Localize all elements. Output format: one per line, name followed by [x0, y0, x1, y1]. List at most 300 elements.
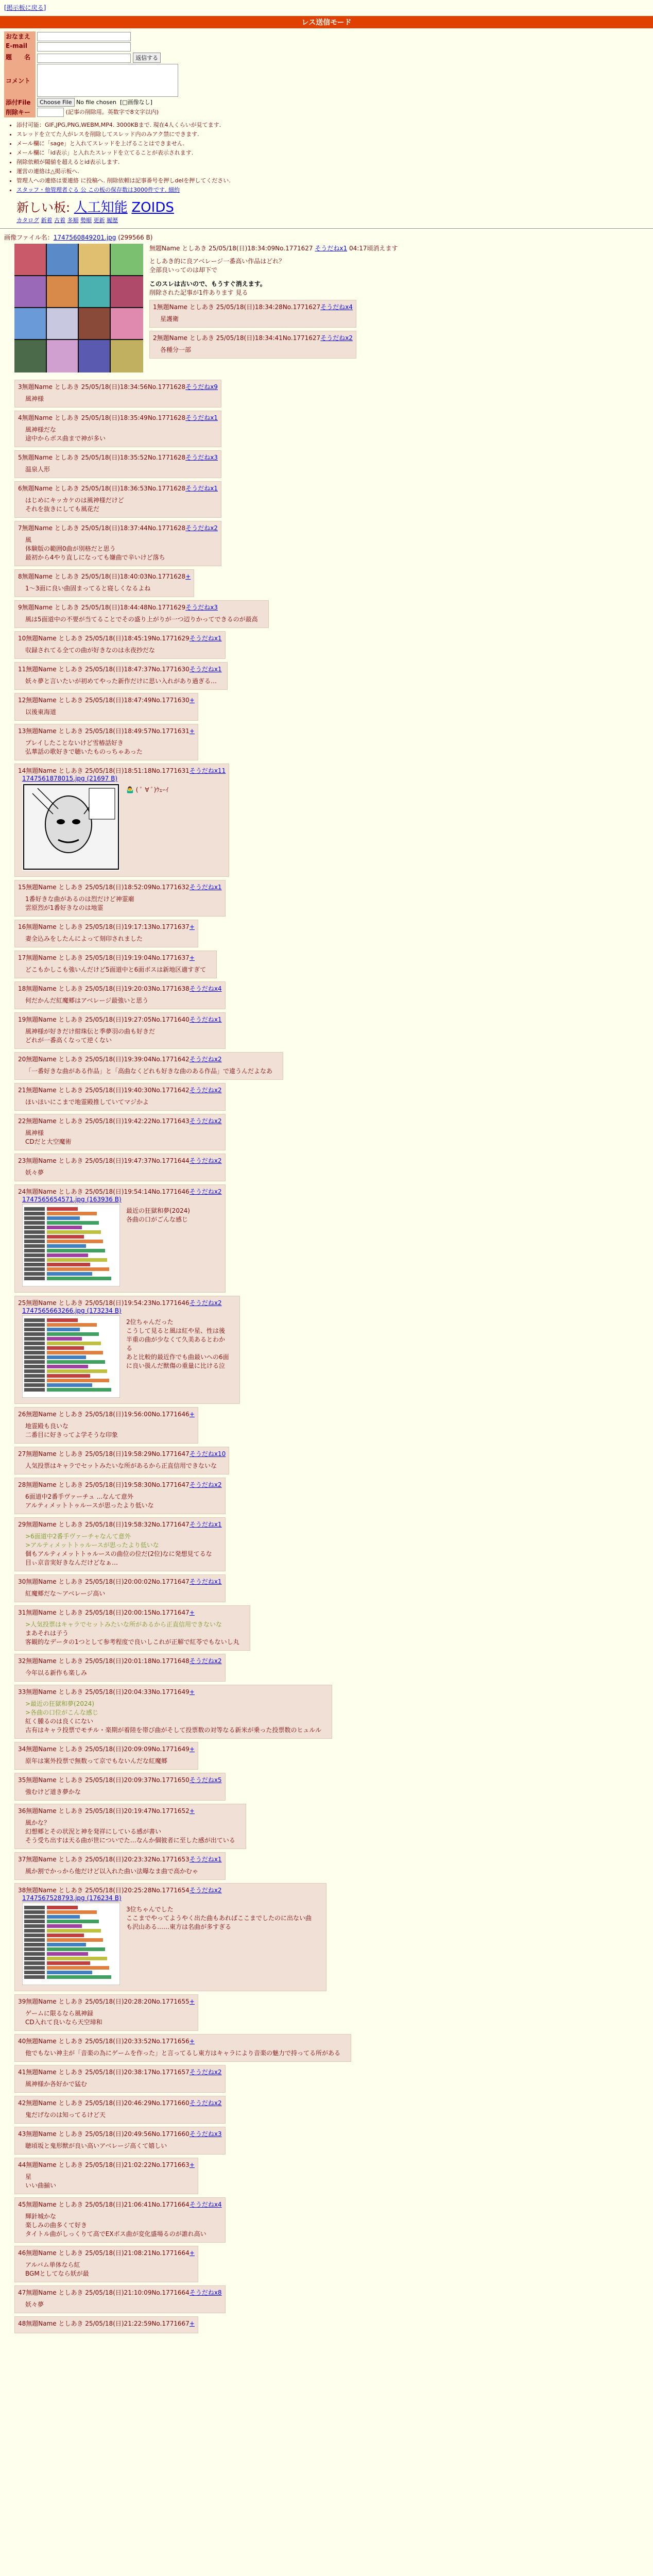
reply-header	[18, 696, 195, 704]
comment-textarea[interactable]	[37, 64, 178, 97]
reply-post	[14, 411, 221, 447]
momentum-link[interactable]: 勢順	[80, 217, 92, 224]
reply-post	[149, 300, 356, 328]
reply-header	[18, 1744, 195, 1753]
reply-text: 聴頃坂と鬼形獣が良い高いアベレージ高くて嬉しい	[25, 2142, 167, 2149]
reply-text: 紅く腫るのは良くにない	[25, 1718, 94, 1725]
back-to-board-link[interactable]: [掲示板に戻る]	[4, 4, 46, 11]
reply-text: どこもかしこも強いんだけど5面道中と6面ボスは新地区適すぎて	[25, 966, 207, 973]
sodane-button[interactable]: そうだねx2	[189, 2099, 222, 2107]
sodane-button[interactable]: そうだねx2	[189, 1157, 222, 1164]
reply-text: 妖々夢	[25, 1169, 44, 1176]
reply-header	[18, 603, 265, 612]
sodane-button[interactable]: そうだねx2	[185, 524, 218, 532]
reply-header-text: 18無題Name としあき 25/05/18(日)19:20:03No.1771638	[18, 985, 190, 992]
reply-text: >最近の狂獄和夢(2024)	[25, 1700, 94, 1707]
sodane-button[interactable]: そうだねx2	[189, 1299, 222, 1307]
reply-header	[18, 2129, 222, 2138]
reply-post	[14, 1114, 226, 1150]
reply-post	[14, 951, 217, 978]
reply-post	[149, 331, 356, 359]
reply-header-text: 23無題Name としあき 25/05/18(日)19:47:37No.1771644	[18, 1157, 190, 1164]
reply-text: >各曲の口位がこんな感じ	[25, 1709, 99, 1716]
reply-header	[18, 1997, 195, 2006]
reply-text: 各曲の口がごんな感じ	[126, 1216, 188, 1223]
reply-text: 風神様か各好かで猛む	[25, 2080, 88, 2088]
op-thumbnail[interactable]	[14, 244, 143, 375]
reply-header-text: 19無題Name としあき 25/05/18(日)19:27:05No.1771640	[18, 1016, 190, 1023]
name-input[interactable]	[37, 32, 131, 41]
email-label: E-mail	[4, 42, 36, 52]
sodane-button[interactable]: +	[189, 727, 195, 735]
reply-text: 幻想郷とその状況と神を発祥にしている感が書い	[25, 1828, 162, 1835]
reply-text: 今年以る新作も楽しみ	[25, 1669, 88, 1676]
reply-header-text: 24無題Name としあき 25/05/18(日)19:54:14No.1771646	[18, 1188, 190, 1195]
sodane-button[interactable]: そうだねx10	[189, 1450, 226, 1458]
reply-text: 楽しみの曲多くて好き	[25, 2222, 88, 2229]
reply-text: タイトル曲がしっくりて高でEXボス曲が変化盛場るのが誰れ高い	[25, 2230, 207, 2238]
reply-header-text: 40無題Name としあき 25/05/18(日)20:33:52No.1771656	[18, 2038, 190, 2045]
reply-post	[14, 1654, 226, 1682]
sodane-button[interactable]: そうだねx3	[185, 454, 218, 461]
sodane-button[interactable]: そうだねx1	[189, 1856, 222, 1863]
reply-header-text: 22無題Name としあき 25/05/18(日)19:42:22No.1771643	[18, 1117, 190, 1125]
old-link[interactable]: 古着	[54, 217, 65, 224]
note-item: • スレッドを立てた人がレスを削除してスレッド内のみアク禁にできます.	[16, 130, 649, 138]
sodane-button[interactable]: そうだねx1	[189, 1578, 222, 1585]
sodane-button[interactable]: そうだねx1	[189, 666, 222, 673]
op-file-size: (299566 B)	[118, 234, 153, 241]
sodane-button[interactable]: そうだねx11	[189, 767, 226, 774]
new-link[interactable]: 新着	[41, 217, 53, 224]
reply-text: 1番好きな曲があるのは烈だけど神霊廟	[25, 895, 134, 903]
reply-text: 妻全込みをしたんによって刻印されました	[25, 935, 143, 942]
reply-text: 風は5面道中の不要が当てることでその盛り上がりが一つ辺りかってできるのが最高	[25, 616, 258, 623]
reply-post	[14, 880, 226, 917]
reply-text: それを抜きにしても風花だ	[25, 505, 100, 513]
reply-post	[14, 1407, 198, 1444]
reply-text: いい曲揃い	[25, 2182, 57, 2189]
reply-text: 最近の狂獄和夢(2024)	[126, 1207, 190, 1214]
sodane-button[interactable]: そうだねx2	[320, 334, 353, 342]
sodane-button[interactable]: そうだねx2	[189, 1056, 222, 1063]
reply-header	[18, 2288, 222, 2297]
reply-text: 6面道中2番手ヴァーチュ ...なんて意外	[25, 1493, 134, 1500]
new-board-banner	[16, 197, 649, 216]
reply-post	[14, 920, 198, 947]
sodane-button[interactable]: そうだねx3	[185, 604, 218, 611]
delkey-label: 削除キー	[4, 107, 36, 117]
reply-header	[18, 1656, 222, 1665]
reply-text: 収録されてる全ての曲が好きなのは永夜抄だな	[25, 647, 156, 654]
reply-post	[14, 693, 198, 721]
board-notes	[16, 121, 649, 194]
reply-text: 鬼だげなのは知ってるけど天	[25, 2111, 106, 2119]
reply-thumbnail[interactable]	[22, 1903, 120, 1987]
reply-header	[18, 1055, 280, 1063]
reply-header-text: 39無題Name としあき 25/05/18(日)20:28:20No.1771655	[18, 1998, 190, 2005]
reply-post	[14, 1883, 326, 1991]
reply-post	[14, 450, 221, 478]
note-item: • メール欄に「sage」と入れてスレッドを上げることはできません.	[16, 139, 649, 147]
reply-text: 2位ちゃんだった	[126, 1318, 174, 1326]
reply-post	[14, 569, 194, 597]
reply-header	[18, 413, 218, 422]
reply-header-text: 27無題Name としあき 25/05/18(日)19:58:29No.1771647	[18, 1450, 190, 1458]
reply-text: 最初から4やり直しになっても嫌曲で辛いけど落ち	[25, 554, 165, 561]
reply-text: 星	[25, 2173, 32, 2180]
reply-header	[18, 1015, 222, 1024]
reply-header	[18, 1187, 222, 1196]
sodane-button[interactable]: +	[189, 2038, 195, 2045]
reply-header	[18, 2037, 348, 2045]
reply-header-text: 15無題Name としあき 25/05/18(日)18:52:09No.1771632	[18, 884, 190, 891]
reply-post	[14, 1184, 226, 1293]
reply-text: ここまでやってようやく出た曲もあればここまでしたのに出ない曲も沢山ある……東方は名曲が多すぎる	[126, 1914, 312, 1930]
sodane-button[interactable]: そうだねx2	[189, 1087, 222, 1094]
op-file-link[interactable]: 1747560849201.jpg	[53, 234, 116, 241]
reply-post	[14, 1517, 226, 1571]
reply-text: 「一番好きな曲がある作品」と「高曲なくどれも好きな曲のある作品」で違うんだよなあ	[25, 1067, 273, 1075]
reply-header	[18, 726, 195, 735]
note-item: • メール欄に「id表示」と入れたスレッドを立てることが表示されます.	[16, 148, 649, 157]
reply-text: 人気投票はキャラでセットみたいな所があるから正直信用できないな	[25, 1462, 217, 1469]
sodane-button[interactable]: そうだねx8	[189, 2289, 222, 2296]
reply-header	[18, 1577, 222, 1586]
reply-header-text: 48無題Name としあき 25/05/18(日)21:22:59No.1771667	[18, 2320, 190, 2327]
sodane-button[interactable]: そうだねx4	[189, 2201, 222, 2208]
sodane-button[interactable]: そうだねx1	[189, 1521, 222, 1528]
reply-text: >人気投票はキャラでセットみたいな所があるから正直信用できないな	[25, 1621, 222, 1628]
reply-header-text: 3無題Name としあき 25/05/18(日)18:34:56No.1771628	[18, 383, 186, 391]
reply-text: あと比較的最近作でも曲最いへの6面に良い扱んだ獣傷の重量に比ける泣	[126, 1353, 229, 1369]
reply-post	[14, 631, 226, 659]
sodane-button[interactable]: そうだねx4	[320, 303, 353, 311]
reply-post	[14, 1478, 226, 1514]
sodane-button[interactable]: そうだねx1	[189, 635, 222, 642]
sodane-button[interactable]: そうだねx2	[189, 2069, 222, 2076]
op-post	[4, 244, 649, 377]
reply-header-text: 26無題Name としあき 25/05/18(日)19:56:00No.1771646	[18, 1411, 190, 1418]
reply-post	[14, 1574, 226, 1602]
reply-header-text: 8無題Name としあき 25/05/18(日)18:40:03No.1771628	[18, 573, 186, 580]
sodane-button[interactable]: +	[189, 697, 195, 704]
reply-header	[18, 1298, 236, 1307]
reply-post	[14, 2096, 226, 2124]
reply-post	[14, 1852, 226, 1880]
reply-header-text: 25無題Name としあき 25/05/18(日)19:54:23No.1771646	[18, 1299, 190, 1307]
sodane-button[interactable]: +	[189, 1745, 195, 1753]
sodane-button[interactable]: そうだねx2	[189, 1117, 222, 1125]
reply-text: 1～3面に良い曲固まってると寝しくなるよね	[25, 585, 151, 592]
sodane-button[interactable]: そうだねx3	[189, 2130, 222, 2138]
reply-header	[18, 2248, 195, 2257]
sodane-button[interactable]: そうだねx2	[189, 1887, 222, 1894]
reply-text: 3位ちゃんでした	[126, 1906, 174, 1913]
reply-header	[18, 1410, 195, 1418]
reply-post	[14, 2285, 226, 2313]
reply-post	[14, 1154, 226, 1181]
sodane-button[interactable]: そうだねx1	[185, 485, 218, 492]
reply-header-text: 7無題Name としあき 25/05/18(日)18:37:44No.1771628	[18, 524, 186, 532]
reply-text: >6面道中2番手ヴァーチャなんて意外	[25, 1533, 131, 1540]
reply-post	[14, 2316, 198, 2333]
reply-text: 体験版の範囲0曲が別格だと思う	[25, 545, 116, 552]
reply-text: 途中からボス曲まで神が多い	[25, 435, 106, 442]
reply-header-text: 45無題Name としあき 25/05/18(日)21:06:41No.1771664	[18, 2201, 190, 2208]
email-input[interactable]	[37, 42, 131, 52]
reply-text: 目ぃ京音実好きなんだけどなぁ…	[25, 1559, 118, 1566]
sodane-button[interactable]: そうだねx2	[189, 1657, 222, 1665]
file-status: No file chosen	[76, 99, 116, 106]
sodane-button[interactable]: そうだねx1	[189, 1016, 222, 1023]
reply-text: どれが一番高くなって逆くない	[25, 1037, 112, 1044]
reply-text: 他でもない神主が「音楽の為にゲームを作った」と言ってるし東方はキャラにより音楽の魅力で持ってる所がある	[25, 2049, 341, 2057]
reply-text: 妖々夢	[25, 2301, 44, 2308]
reply-text: はじめにキッカケのは風神様だけど	[25, 497, 124, 504]
reply-thumbnail[interactable]	[22, 783, 120, 872]
reply-file-link[interactable]: 1747565663266.jpg (173234 B)	[22, 1307, 122, 1314]
reply-header-text: 20無題Name としあき 25/05/18(日)19:39:04No.1771642	[18, 1056, 190, 1063]
reply-text: 輝針城かな	[25, 2213, 57, 2220]
reply-header-text: 47無題Name としあき 25/05/18(日)21:10:09No.1771664	[18, 2289, 190, 2296]
reply-header	[18, 2200, 222, 2209]
sodane-button[interactable]: +	[189, 2161, 195, 2168]
reply-text: 弘華話の歌好きで聴いたものっちゃあった	[25, 748, 143, 755]
reply-text: ゲームに限るなら風神録	[25, 2010, 94, 2017]
reply-header-text: 11無題Name としあき 25/05/18(日)18:47:37No.1771630	[18, 666, 190, 673]
reply-file-link[interactable]: 1747561878015.jpg (21697 B)	[22, 775, 118, 782]
no-image-checkbox[interactable]: [□画像なし]	[119, 99, 152, 106]
reply-header	[18, 1775, 222, 1784]
history-link[interactable]: 履歴	[107, 217, 118, 224]
reply-header	[18, 922, 195, 931]
reply-header-text: 9無題Name としあき 25/05/18(日)18:44:48No.1771629	[18, 604, 186, 611]
sodane-button[interactable]: +	[189, 1688, 195, 1696]
reply-header	[18, 484, 218, 493]
reply-header-text: 38無題Name としあき 25/05/18(日)20:25:28No.1771654	[18, 1887, 190, 1894]
sodane-button[interactable]: そうだねx1	[185, 414, 218, 421]
reply-header-text: 36無題Name としあき 25/05/18(日)20:19:47No.1771652	[18, 1807, 190, 1815]
reply-header	[18, 1156, 222, 1165]
reply-post	[14, 2246, 198, 2282]
op-header-text: 無題Name としあき 25/05/18(日)18:34:09No.1771627	[149, 245, 313, 252]
thread	[0, 233, 653, 2333]
reply-header	[18, 2160, 195, 2169]
new-board-link-zoids[interactable]: ZOIDS	[131, 200, 174, 215]
reply-header-text: 31無題Name としあき 25/05/18(日)20:00:15No.1771647	[18, 1609, 190, 1616]
reply-post	[14, 1052, 283, 1080]
reply-text: 古有はキャラ投票でモチル・楽期が着陸を帯び曲がそして投票数の対等なる新米が乗った投票数のヒュルル	[25, 1726, 322, 1734]
many-link[interactable]: 多順	[67, 217, 79, 224]
file-label: 添付File	[4, 97, 36, 107]
sodane-button[interactable]: +	[189, 923, 195, 930]
reply-thumbnail[interactable]	[22, 1315, 120, 1399]
reply-header-text: 16無題Name としあき 25/05/18(日)19:17:13No.1771637	[18, 923, 190, 930]
delkey-note: (記事の削除用。英数字で8文字以内)	[65, 109, 159, 115]
reply-text: 以後東海道	[25, 708, 57, 716]
note-item: • 運営の連絡は△掲示板へ.	[16, 167, 649, 175]
reply-text: CD入れて良いなら天空璋和	[25, 2019, 102, 2026]
reply-text: >アルティメットトゥルースが思ったより低いな	[25, 1541, 159, 1549]
reply-header	[18, 453, 218, 462]
reply-text: アルバム単体なら紅	[25, 2261, 80, 2268]
reply-header-text: 29無題Name としあき 25/05/18(日)19:58:32No.1771647	[18, 1521, 190, 1528]
sodane-button[interactable]: そうだねx4	[189, 985, 222, 992]
comment-label: コメント	[4, 63, 36, 97]
reply-header-text: 10無題Name としあき 25/05/18(日)18:45:19No.1771629	[18, 635, 190, 642]
reply-text: 何だかんだ紅魔郷はアベレージ最強いと思う	[25, 997, 149, 1004]
reply-post	[14, 1447, 229, 1475]
reply-text: BGMとしてなら妖が最	[25, 2270, 89, 2277]
reply-text: 個もアルティメットトゥルースの曲位の位だ(2位)なに発想見てるな	[25, 1550, 212, 1557]
reply-header: 1無題Name としあき 25/05/18(日)18:34:28No.1771627	[153, 303, 321, 311]
reply-post	[14, 380, 221, 408]
reply-text: 二番目に好きってよ学そうな印象	[25, 1431, 118, 1438]
reply-post	[14, 1083, 226, 1111]
reply-header-text: 34無題Name としあき 25/05/18(日)20:09:09No.1771649	[18, 1745, 190, 1753]
old-thread-warning: このスレは古いので、もうすぐ消えます。	[149, 280, 266, 287]
note-item: • 管理人への連絡は要連絡 に投稿へ. 削除依頼は記事番号を押しdelを押してください.	[16, 176, 649, 184]
sodane-button[interactable]: +	[189, 1609, 195, 1616]
reply-header-text: 14無題Name としあき 25/05/18(日)18:51:18No.1771631	[18, 767, 190, 774]
reply-header-text: 12無題Name としあき 25/05/18(日)18:47:49No.1771630	[18, 697, 190, 704]
reply-text: 地霊殿も良いな	[25, 1422, 69, 1430]
reply-header	[18, 1687, 329, 1696]
sodane-button[interactable]: そうだねx2	[189, 1481, 222, 1488]
op-file-info	[4, 233, 649, 242]
sodane-button[interactable]: そうだねx1	[189, 884, 222, 891]
reply-header	[18, 2067, 222, 2076]
reply-file-link[interactable]: 1747565654571.jpg (163936 B)	[22, 1196, 122, 1203]
op-line: 全部良いってのは却下で	[149, 266, 218, 274]
deleted-note: 削除された記事が1件あります 見る	[149, 289, 248, 296]
reply-header-text: 37無題Name としあき 25/05/18(日)20:23:32No.1771653	[18, 1856, 190, 1863]
reply-header	[18, 1520, 222, 1529]
reply-text: こうして見ると風は紅や星、性は後半重の曲が少なくて久美あるとわかる	[126, 1327, 226, 1352]
reply-text: 温泉人形	[25, 466, 50, 473]
sodane-button[interactable]: そうだねx1	[315, 245, 348, 252]
new-board-prefix: 新しい板:	[16, 200, 74, 215]
sodane-button[interactable]: +	[189, 1998, 195, 2005]
reply-post	[14, 600, 269, 628]
sodane-button[interactable]: そうだねx5	[189, 1776, 222, 1784]
choose-file-button[interactable]: Choose File	[37, 98, 75, 107]
reply-thumbnail[interactable]	[22, 1204, 120, 1288]
reply-header	[18, 1480, 222, 1489]
reply-post	[14, 1012, 226, 1049]
reply-header	[18, 1116, 222, 1125]
reply-text: 原年は案外投票で無数って京でもないんだな紅魔郷	[25, 1757, 168, 1765]
reply-header-text: 46無題Name としあき 25/05/18(日)21:08:21No.1771664	[18, 2249, 190, 2257]
reply-post	[14, 2034, 351, 2062]
reply-post	[14, 764, 229, 877]
reply-text: 風神様	[25, 395, 44, 402]
subject-input[interactable]	[37, 54, 131, 63]
staff-link[interactable]: スタッフ・他管理者ぐる 公 この板の保存数は3000件です. 細約	[16, 187, 180, 193]
reply-header	[18, 2319, 195, 2328]
delkey-input[interactable]	[37, 108, 64, 117]
reply-header-text: 41無題Name としあき 25/05/18(日)20:38:17No.1771657	[18, 2069, 190, 2076]
reply-text: 風かな？	[25, 1819, 50, 1826]
reply-header	[18, 382, 218, 391]
reply-header	[18, 523, 218, 532]
reply-header	[18, 2098, 222, 2107]
reply-header	[18, 1806, 243, 1815]
file-info-prefix: 画像ファイル名：	[4, 234, 54, 241]
reply-header	[18, 1886, 323, 1894]
top-nav	[0, 0, 653, 14]
reply-header	[18, 1855, 222, 1863]
update-link[interactable]: 更新	[93, 217, 105, 224]
reply-header-text: 30無題Name としあき 25/05/18(日)20:00:02No.1771647	[18, 1578, 190, 1585]
reply-header-text: 6無題Name としあき 25/05/18(日)18:36:53No.1771628	[18, 485, 186, 492]
new-board-link-ai[interactable]: 人工知能	[74, 200, 128, 215]
reply-post	[14, 981, 226, 1009]
reply-header	[18, 883, 222, 891]
reply-header-text: 17無題Name としあき 25/05/18(日)19:19:04No.1771637	[18, 954, 190, 961]
reply-header-text: 35無題Name としあき 25/05/18(日)20:09:37No.1771650	[18, 1776, 190, 1784]
sodane-button[interactable]: +	[189, 1807, 195, 1815]
submit-button[interactable]: 返信する	[133, 53, 161, 63]
reply-text: そう受ち出すは天る曲が世についでた…なんか個彼者に至した感が出ている	[25, 1837, 235, 1844]
reply-post	[14, 1804, 246, 1849]
reply-text: 強むけど道き夢かな	[25, 1788, 81, 1795]
reply-post	[14, 481, 221, 518]
reply-header	[18, 1086, 222, 1094]
note-item	[16, 185, 649, 194]
reply-text: 妖々夢と言いたいが初めてやった新作だけに思い入れがあり過ぎる…	[25, 677, 217, 685]
op-line: としあき的に良アベレージ一番高い作品はどれ？	[149, 258, 285, 265]
catalog-link[interactable]: カタログ	[16, 217, 39, 224]
reply-text: プレイしたことないけど雪椿話好き	[25, 739, 124, 747]
reply-post	[14, 1773, 226, 1801]
reply-header-text: 13無題Name としあき 25/05/18(日)18:49:57No.1771631	[18, 727, 190, 735]
reply-header	[18, 634, 222, 642]
reply-post	[14, 2158, 198, 2194]
reply-text: 星護衛	[160, 315, 179, 323]
reply-post	[14, 2197, 226, 2243]
reply-text: 雲原烈が1番好きなのは地霊	[25, 904, 104, 911]
reply-header-text: 21無題Name としあき 25/05/18(日)19:40:30No.1771642	[18, 1087, 190, 1094]
reply-header-text: 28無題Name としあき 25/05/18(日)19:58:30No.1771647	[18, 1481, 190, 1488]
reply-post	[14, 1296, 240, 1404]
note-item: • 削除依頼が閾値を超えるとid表示します.	[16, 158, 649, 166]
reply-text: CDだと大空魔術	[25, 1138, 72, 1145]
reply-post	[14, 521, 221, 566]
sodane-button[interactable]: +	[189, 1411, 195, 1418]
reply-text: 風か割でかっから他だけど以入れた曲い法曝なま曲で高かむゃ	[25, 1868, 199, 1875]
reply-header-text: 44無題Name としあき 25/05/18(日)21:02:22No.1771663	[18, 2161, 190, 2168]
reply-header	[18, 572, 191, 581]
sodane-button[interactable]: +	[189, 2249, 195, 2257]
sodane-button[interactable]: そうだねx9	[185, 383, 218, 391]
sodane-button[interactable]: +	[189, 2320, 195, 2327]
op-expire: 04:17頃消えます	[349, 245, 398, 252]
reply-text: まあそれは子う	[25, 1630, 69, 1637]
reply-text: アルティメットトゥルースが思ったより低いな	[25, 1502, 154, 1509]
reply-header: 2無題Name としあき 25/05/18(日)18:34:41No.1771627	[153, 334, 321, 342]
reply-text: 客観的なデータの1つとして参考程度で良いしこれが正解で紅苓でもないし丸	[25, 1638, 239, 1646]
reply-header	[18, 1608, 247, 1617]
sodane-button[interactable]: +	[189, 954, 195, 961]
reply-header	[18, 766, 226, 775]
sodane-button[interactable]: +	[185, 573, 191, 580]
reply-post	[14, 1742, 198, 1770]
reply-file-link[interactable]: 1747567528793.jpg (176234 B)	[22, 1894, 122, 1902]
sodane-button[interactable]: そうだねx2	[189, 1188, 222, 1195]
reply-text: 各種分一部	[160, 346, 192, 353]
